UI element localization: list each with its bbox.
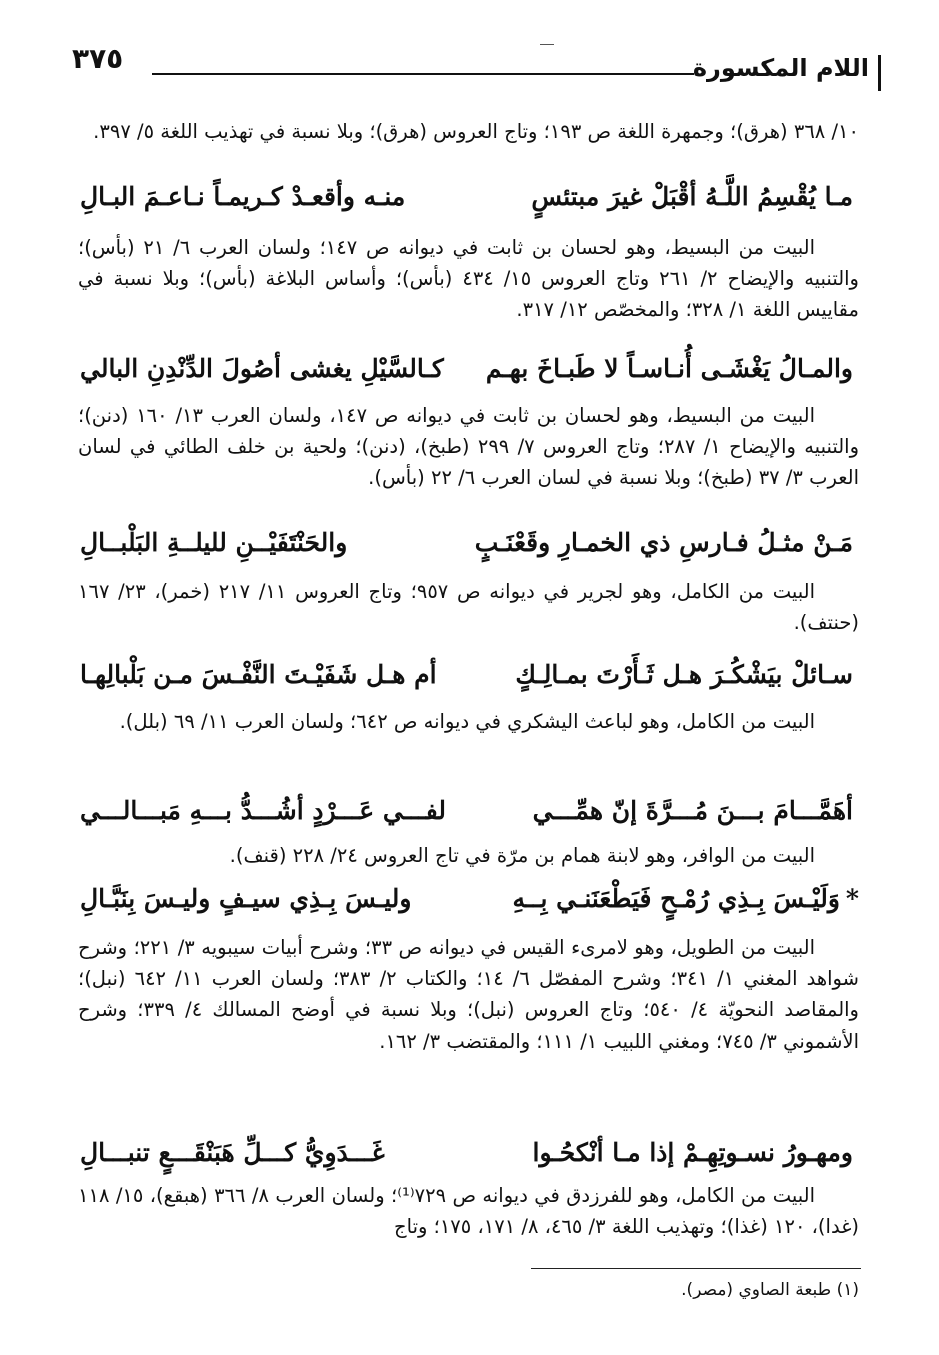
hemistich-text: والمـالُ يَغْشَـى أُنـاسـاً لا طَبـاخَ بهـم — [485, 354, 853, 383]
verse-second-hemistich: كـالسَّيْلِ يغشى أصُولَ الدِّنْدِنِ البالي — [80, 354, 444, 383]
verse-second-hemistich: وليـسَ بِـذِي سيـفٍ وليـسَ بِنَبَّـالِ — [80, 884, 412, 913]
verse-source-note: البيت من الكامل، وهو لجرير في ديوانه ص ٩٥٧؛ وتاج العروس ١١/ ٢١٧ (خمر)، ٢٣/ ١٦٧ (حنتف). — [78, 580, 859, 635]
running-head — [72, 42, 869, 84]
verse-second-hemistich: لفـــي عَـــرْدٍ أشُـــدُّ بـــهِ مَبـــالـــي — [80, 796, 446, 825]
top-mark — [540, 44, 554, 45]
verse-second-hemistich: منـه وأقعـدْ كـريمـاً نـاعـمَ البـالِ — [80, 182, 406, 211]
hemistich-text: ومهـورُ نسـوتِهِـمْ إذا مـا أنْكحُـوا — [532, 1138, 853, 1167]
continuation-text: ١٠/ ٣٦٨ (هرق)؛ وجمهرة اللغة ص ١٩٣؛ وتاج العروس (هرق)؛ وبلا نسبة في تهذيب اللغة ٥/ ٣٩٧. — [93, 120, 859, 143]
verse-second-hemistich: غَـــدَوِيُّ كـــلِّ هَبَنْقَـــعٍ تنبـــالِ — [80, 1138, 385, 1167]
verse-second-hemistich: أم هـل شَفَيْـتَ النَّفْـسَ مـن بَلْبالِهـا — [80, 660, 437, 689]
verse-line — [80, 660, 859, 706]
verse-line — [80, 884, 859, 930]
verse-source-note: البيت من البسيط، وهو لحسان بن ثابت في ديوانه ص ١٤٧؛ ولسان العرب ٦/ ٢١ (بأس)؛ والتنبيه والإيضاح ٢/ ٢٦١ وتاج العروس ١٥/ ٤٣٤ (بأس)؛ وأساس البلاغة (بأس)؛ وبلا نسبة في مقاييس اللغة ١/ ٣٢٨؛ والمخصّص ١٢/ ٣١٧. — [78, 236, 859, 322]
verse-line — [80, 182, 859, 228]
verse-source-note: البيت من الكامل، وهو للفرزدق في ديوانه ص ٧٢٩⁽¹⁾؛ ولسان العرب ٨/ ٣٦٦ (هبقع)، ١٥/ ١١٨ (غدا)، ١٢٠ (غذا)؛ وتهذيب اللغة ٣/ ٤٦٥، ٨/ ١٧١، ١٧٥؛ وتاج — [78, 1184, 859, 1239]
verse-line — [80, 796, 859, 842]
verse-first-hemistich — [475, 528, 859, 557]
verse-line — [80, 1138, 859, 1184]
verse-source-note: البيت من الطويل، وهو لامرىء القيس في ديوانه ص ٣٣؛ وشرح أبيات سيبويه ٣/ ٢٢١؛ وشرح شواهد المغني ١/ ٣٤١؛ وشرح المفصّل ٦/ ١٤؛ والكتاب ٢/ ٣٨٣؛ ولسان العرب ١١/ ٦٤٢ (نبل)؛ والمقاصد النحويّة ٤/ ٥٤٠؛ وتاج العروس (نبل)؛ وبلا نسبة في أوضح المسالك ٤/ ٣٣٩؛ وشرح الأشموني ٣/ ٧٤٥؛ ومغني اللبيب ١/ ١١١؛ والمقتضب ٣/ ١٦٢. — [78, 936, 859, 1053]
header-rule — [152, 73, 694, 75]
verse-line — [80, 528, 859, 574]
verse-first-hemistich — [533, 796, 859, 825]
verse-line — [80, 354, 859, 400]
verse-source-note: البيت من الوافر، وهو لابنة همام بن مرّة في تاج العروس ٢٤/ ٢٢٨ (قنف). — [229, 844, 815, 867]
page-number: ٣٧٥ — [72, 42, 124, 75]
footnote: (١) طبعة الصاوي (مصر). — [681, 1280, 859, 1300]
verse-first-hemistich — [531, 182, 859, 211]
hemistich-text: مـا يُقْسِمُ اللَّـهُ أقْبَلْ غيرَ مبتئسٍ — [531, 182, 853, 211]
hemistich-text: وَلَيْـسَ بِـذِي رُمْـحٍ فَيَطْعَنَنـي بِــهِ — [512, 884, 840, 913]
chapter-title: اللام المكسورة — [692, 54, 869, 82]
hemistich-text: أهَمَّـــامَ بـــنَ مُـــرَّةَ إنّ همِّـــي — [532, 796, 853, 825]
verse-first-hemistich — [512, 884, 859, 913]
verse-first-hemistich — [486, 354, 859, 383]
hemistich-text: سـائلْ بيَشْكُـرَ هـل ثَـأَرْتَ بمـالِـكٍ — [515, 660, 853, 689]
margin-bar — [878, 55, 881, 91]
hemistich-text: مَـنْ مثـلُ فـارسِ ذي الخمـارِ وقَعْنَـبٍ — [474, 528, 853, 557]
footnote-rule — [531, 1268, 861, 1269]
verse-first-hemistich — [515, 660, 859, 689]
verse-source-note: البيت من البسيط، وهو لحسان بن ثابت في ديوانه ص ١٤٧، ولسان العرب ١٣/ ١٦٠ (دنن)؛ والتنبيه والإيضاح ١/ ٢٨٧؛ وتاج العروس ٧/ ٢٩٩ (طبخ)، (دنن)؛ ولحية بن خلف الطائي في لسان العرب ٣/ ٣٧ (طبخ)؛ وبلا نسبة في لسان العرب ٦/ ٢٢ (بأس). — [78, 404, 859, 490]
verse-second-hemistich: والحَنْتَفَيْــنِ لليلــةِ البَلْبــالِ — [80, 528, 348, 557]
verse-source-note: البيت من الكامل، وهو لباعث اليشكري في ديوانه ص ٦٤٢؛ ولسان العرب ١١/ ٦٩ (بلل). — [119, 710, 815, 733]
verse-marker: * — [845, 884, 859, 913]
verse-first-hemistich — [533, 1138, 859, 1167]
